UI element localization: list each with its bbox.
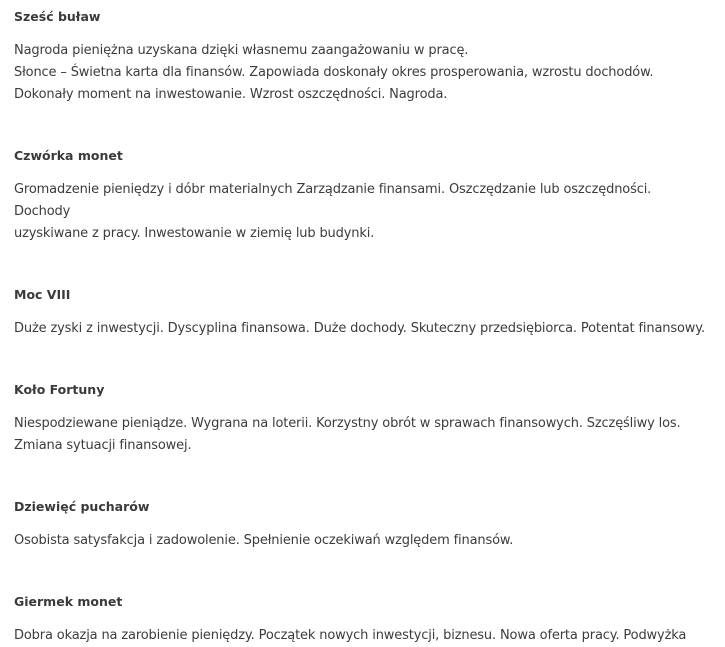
card-title: Koło Fortuny [14,382,105,397]
description-line: Osobista satysfakcja i zadowolenie. Spełnienie oczekiwań względem finansów. [14,533,514,548]
card-title: Dziewięć pucharów [14,499,150,514]
card-description [14,530,711,552]
description-line: Gromadzenie pieniędzy i dóbr materialnych Zarządzanie finansami. Oszczędzanie lub oszczędności. Dochody [14,182,652,219]
card-description [14,40,711,106]
description-line: Duże zyski z inwestycji. Dyscyplina finansowa. Duże dochody. Skuteczny przedsiębiorca. Potentat finansowy. [14,321,705,336]
card-title: Giermek monet [14,594,123,609]
card-title: Sześć buław [14,9,101,24]
card-section [14,286,711,340]
description-line: Zmiana sytuacji finansowej. [14,438,192,453]
description-line: Słonce – Świetna karta dla finansów. Zapowiada doskonały okres prosperowania, wzrostu dochodów. [14,65,654,80]
description-line: Dobra okazja na zarobienie pieniędzy. Początek nowych inwestycji, biznesu. Nowa oferta pracy. Podwyżka [14,628,687,643]
card-description [14,625,711,647]
card-description [14,179,711,245]
description-line: Dokonały moment na inwestowanie. Wzrost oszczędności. Nagroda. [14,87,448,102]
description-line: Niespodziewane pieniądze. Wygrana na loterii. Korzystny obrót w sprawach finansowych. Szczęśliwy los. [14,416,681,431]
card-title: Czwórka monet [14,148,123,163]
card-section [14,593,711,647]
card-section [14,147,711,245]
card-section [14,381,711,457]
description-line: Nagroda pieniężna uzyskana dzięki własnemu zaangażowaniu w pracę. [14,43,469,58]
card-section [14,8,711,106]
card-title: Moc VIII [14,287,71,302]
card-description [14,413,711,457]
card-description [14,318,711,340]
description-line: uzyskiwane z pracy. Inwestowanie w ziemię lub budynki. [14,226,375,241]
card-section [14,498,711,552]
